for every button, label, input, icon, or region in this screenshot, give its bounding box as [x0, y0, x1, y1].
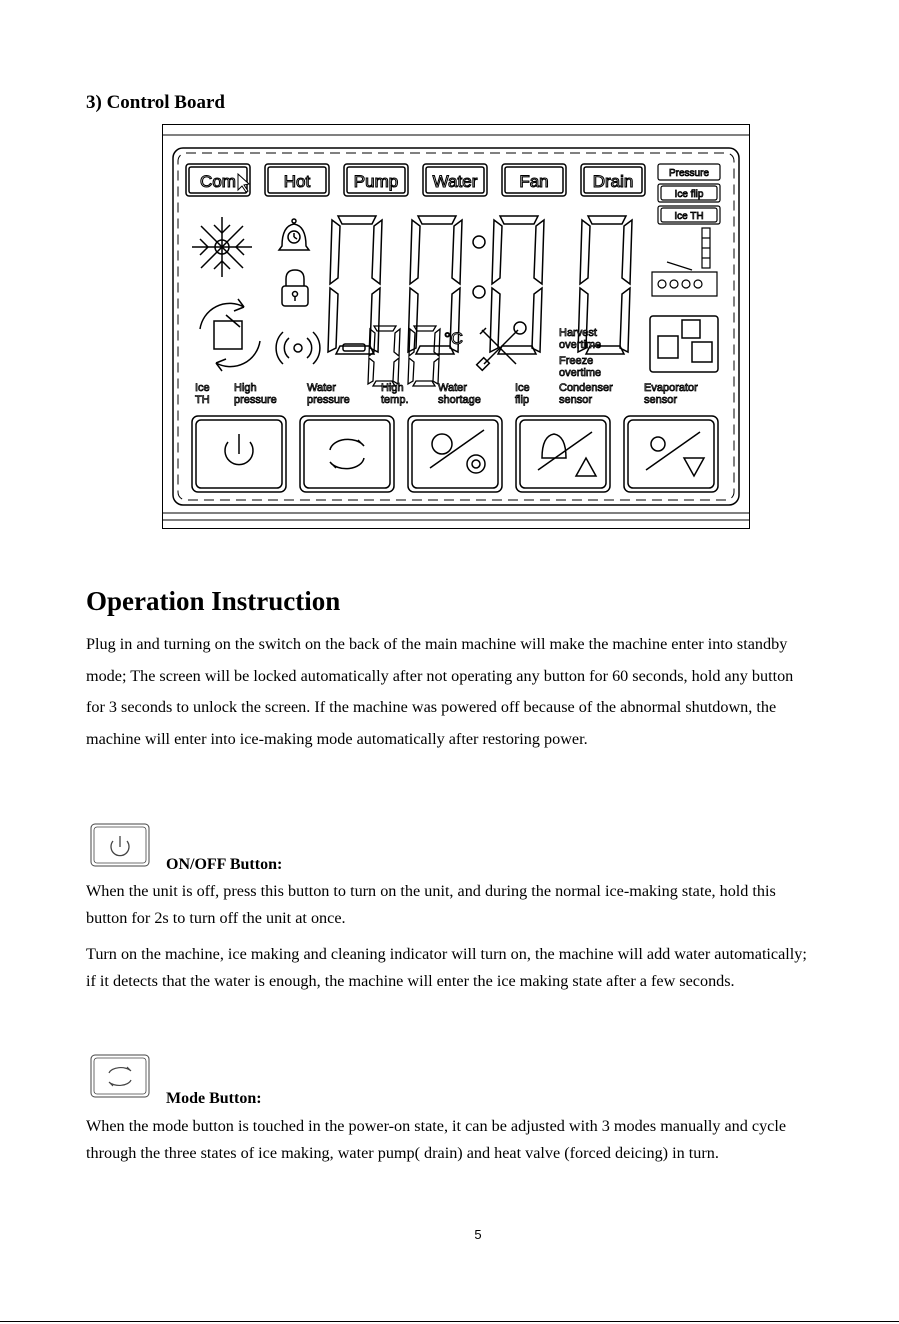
top-label-drain: Drain	[592, 172, 634, 191]
minus-segment	[343, 344, 365, 351]
power-button[interactable]	[192, 416, 286, 492]
sensor-label: High	[381, 382, 404, 394]
label-ice-th: Ice TH	[674, 211, 704, 222]
harvest-overtime-label: overtime	[559, 339, 602, 351]
light-down-button[interactable]	[624, 416, 718, 492]
top-label-pump: Pump	[353, 172, 399, 191]
intro-paragraph: Plug in and turning on the switch on the back of the main machine will make the machine enter into standby mode; The screen will be locked automatically after not operating any button for 60 seconds, hold any button for 3 seconds to unlock the screen. If the machine was powered off because of the abnormal shutdown, the machine will enter into ice-making mode automatically after restoring power.	[86, 635, 794, 748]
mode-paragraph: When the mode button is touched in the power-on state, it can be adjusted with 3 modes manually and cycle through the three states of ice making, water pump( drain) and heat valve (forced deicing) in turn.	[86, 1117, 787, 1162]
freeze-overtime-label: overtime	[559, 367, 602, 379]
top-label-com: Com	[200, 172, 236, 191]
top-label-hot: Hot	[283, 172, 311, 191]
alarm-up-button[interactable]	[516, 416, 610, 492]
sensor-label: pressure	[234, 394, 277, 406]
page-title: Operation Instruction	[86, 586, 341, 616]
sensor-label: Ice	[515, 382, 530, 394]
sensor-label: shortage	[438, 394, 481, 406]
snowflake-icon	[192, 217, 252, 277]
sensor-label: Ice	[195, 382, 210, 394]
onoff-paragraph-1: When the unit is off, press this button to turn on the unit, and during the normal ice-making state, hold this button for 2s to turn off the unit at once.	[86, 882, 776, 927]
control-board-diagram	[162, 124, 750, 529]
lock-icon	[282, 270, 308, 306]
sensor-label: Evaporator	[644, 382, 698, 394]
sensor-label: Water	[438, 382, 467, 394]
sensor-label: temp.	[381, 394, 409, 406]
alarm-bell-icon	[279, 219, 309, 250]
sensor-label: Condenser	[559, 382, 613, 394]
footer-rule	[0, 1321, 899, 1322]
page-number: 5	[474, 1227, 482, 1242]
sensor-label: flip	[515, 394, 530, 406]
top-label-fan: Fan	[519, 172, 549, 191]
ice-bin-icon	[650, 316, 718, 372]
freeze-label: Freeze	[559, 355, 594, 367]
sensor-label: TH	[195, 394, 210, 406]
ice-making-cycle-icon	[200, 299, 260, 371]
mode-button[interactable]	[300, 416, 394, 492]
mode-button-icon	[89, 1053, 151, 1099]
top-button-row	[186, 164, 645, 196]
label-pressure: Pressure	[668, 168, 710, 179]
sensor-label: sensor	[644, 394, 678, 406]
celsius-label: °C	[444, 329, 464, 348]
top-label-water: Water	[432, 172, 478, 191]
power-button-icon	[89, 822, 151, 868]
sensor-label: Water	[307, 382, 336, 394]
sensor-label: pressure	[307, 394, 350, 406]
label-ice-flip: Ice flip	[674, 189, 704, 200]
sensor-label: sensor	[559, 394, 593, 406]
harvest-label: Harvest	[559, 327, 597, 339]
section-heading: 3) Control Board	[86, 92, 225, 113]
wireless-signal-icon	[276, 332, 320, 364]
clean-settings-button[interactable]	[408, 416, 502, 492]
onoff-paragraph-2: Turn on the machine, ice making and cleaning indicator will turn on, the machine will add water automatically; if it detects that the water is enough, the machine will enter the ice making state after a few seconds.	[86, 945, 807, 990]
sensor-label: High	[234, 382, 257, 394]
mode-heading: Mode Button:	[166, 1090, 262, 1107]
ice-level-icon	[652, 228, 717, 296]
onoff-heading: ON/OFF Button:	[166, 856, 283, 873]
